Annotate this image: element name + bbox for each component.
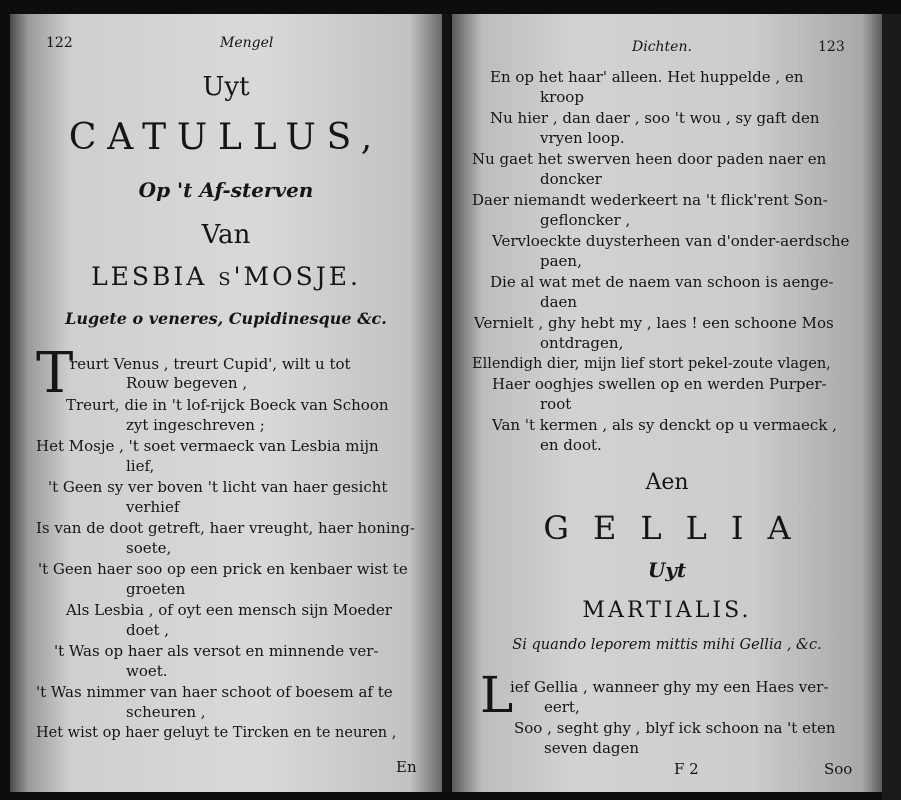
verse-line: Het Mosje , 't soet vermaeck van Lesbia mijn	[36, 437, 379, 455]
verse-line: Is van de doot getreft, haer vreught, haer honing-	[36, 519, 415, 537]
verse-line: daen	[540, 293, 578, 311]
running-head: Dichten.	[632, 39, 692, 55]
verse-line: scheuren ,	[126, 703, 206, 721]
verse-line: 't Was nimmer van haer schoot of boesem af te	[36, 683, 393, 701]
left-page	[10, 14, 442, 792]
verse-line: Als Lesbia , of oyt een mensch sijn Moeder	[66, 601, 392, 619]
verse-line: Ellendigh dier, mijn lief stort pekel-zoute vlagen,	[472, 356, 831, 372]
verse-line: Daer niemandt wederkeert na 't flick'rent Son-	[472, 191, 828, 209]
verse-line: root	[540, 395, 572, 413]
verse-line: Treurt, die in 't lof-rijck Boeck van Schoon	[66, 396, 389, 414]
verse-line: Rouw begeven ,	[126, 374, 248, 392]
verse-line: doncker	[540, 170, 602, 188]
epigraph: Si quando leporem mittis mihi Gellia , &c.	[512, 637, 822, 653]
verse-line: verhief	[126, 498, 180, 516]
catchword: Soo	[824, 760, 853, 778]
verse-line: 't Geen haer soo op een prick en kenbaer wist te	[38, 560, 408, 578]
epigraph: Lugete o veneres, Cupidinesque &c.	[65, 309, 387, 328]
heading-uyt: Uyt	[202, 72, 250, 102]
verse-line: vryen loop.	[540, 129, 625, 147]
verse-line: Soo , seght ghy , blyf ick schoon na 't eten	[514, 719, 836, 737]
verse-line: ief Gellia , wanneer ghy my een Haes ver-	[510, 678, 829, 696]
signature-mark: F 2	[674, 760, 699, 778]
heading-catullus: CATULLUS,	[68, 117, 384, 158]
verse-line: geflоncker ,	[540, 211, 631, 229]
heading-van: Van	[201, 220, 251, 250]
catchword: En	[396, 758, 417, 776]
verse-line: ontdragen,	[540, 334, 624, 352]
verse-line: soete,	[126, 539, 172, 557]
verse-line: eert,	[544, 698, 580, 716]
verse-line: doet ,	[126, 621, 170, 639]
verse-line: Die al wat met de naem van schoon is aenge-	[490, 273, 834, 291]
verse-line: Vernielt , ghy hebt my , laes ! een schoone Mos	[474, 314, 834, 332]
verse-line: Haer ooghjes swellen op en werden Purper-	[492, 375, 827, 393]
heading-gellia: GELLIA	[543, 509, 815, 547]
heading-uyt: Uyt	[647, 558, 687, 582]
verse-line: woet.	[126, 662, 168, 680]
verse-line: en doot.	[540, 436, 602, 454]
verse-line: Van 't kermen , als sy denckt op u vermaeck ,	[492, 416, 837, 434]
verse-line: seven dagen	[544, 739, 640, 757]
drop-cap: L	[480, 666, 514, 724]
heading-op-t-af-sterven: Op 't Af-sterven	[138, 178, 314, 202]
heading-martialis: MARTIALIS.	[582, 598, 752, 623]
verse-line: Vervloeckte duysterheen van d'onder-aerdsche	[492, 232, 850, 250]
verse-line: lief,	[126, 457, 155, 475]
heading-lesbia: LESBIA s'MOSJE.	[91, 262, 361, 291]
page-number: 123	[818, 39, 845, 55]
verse-line: Nu gaet het swerven heen door paden naer en	[472, 150, 827, 168]
verse-line: zyt ingeschreven ;	[126, 416, 265, 434]
book-edge	[882, 14, 901, 800]
gutter	[442, 14, 452, 792]
verse-line: kroop	[540, 88, 584, 106]
heading-aen: Aen	[645, 470, 689, 495]
verse-line: paen,	[540, 252, 582, 270]
drop-cap: T	[36, 341, 74, 406]
verse-line: groeten	[126, 580, 186, 598]
page-number: 122	[46, 35, 73, 51]
running-head: Mengel	[220, 35, 274, 51]
verse-line: Het wist op haer geluyt te Tircken en te neuren ,	[36, 725, 397, 741]
verse-line: Nu hier , dan daer , soo 't wou , sy gaft den	[490, 109, 820, 127]
verse-line: 't Was op haer als versot en minnende ver-	[54, 642, 379, 660]
verse-line: reurt Venus , treurt Cupid', wilt u tot	[70, 355, 351, 373]
verse-line: En op het haar' alleen. Het huppelde , en	[490, 68, 804, 86]
right-page	[452, 14, 882, 792]
verse-line: 't Geen sy ver boven 't licht van haer gesicht	[48, 478, 388, 496]
